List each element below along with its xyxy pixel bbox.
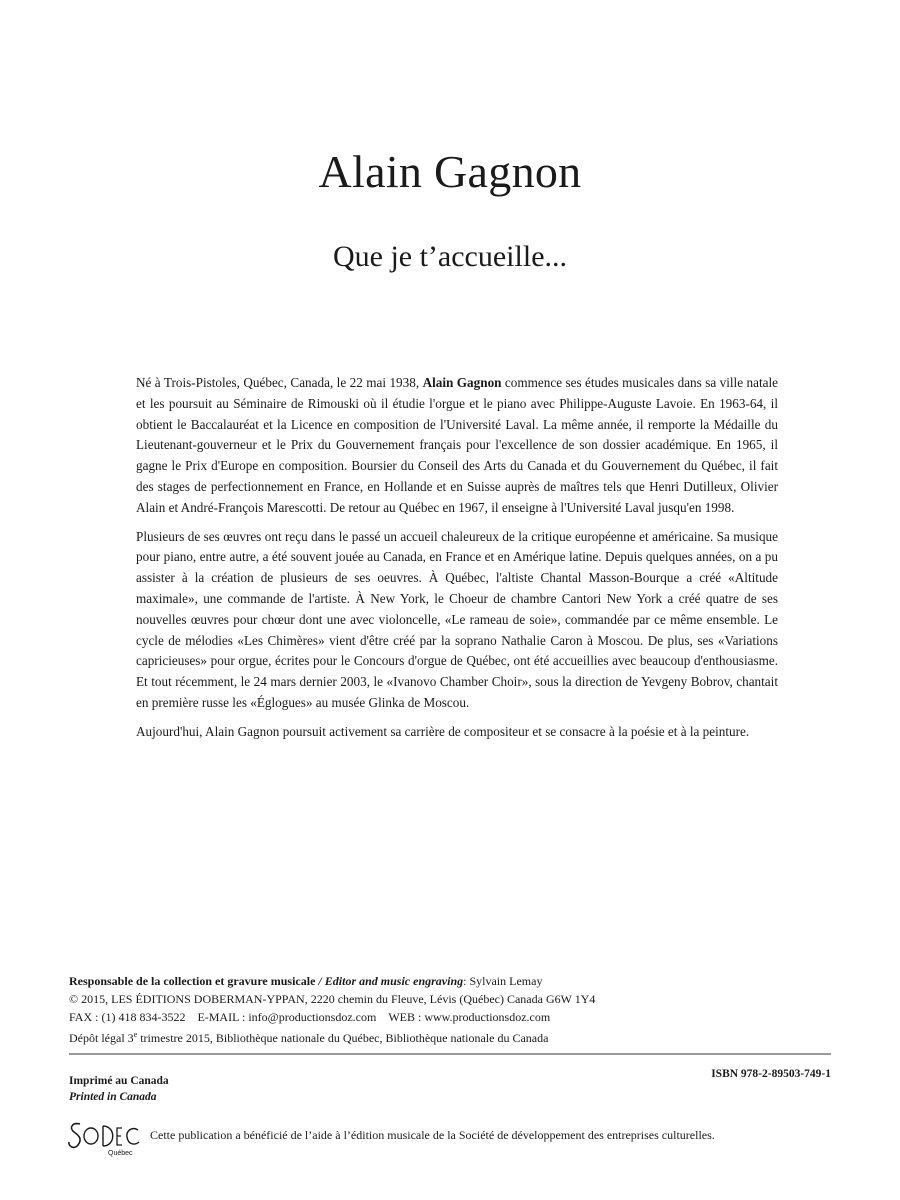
fax-number: FAX : (1) 418 834-3522 xyxy=(69,1010,186,1024)
bio-p1-name: Alain Gagnon xyxy=(422,375,502,390)
contact-line xyxy=(69,1008,831,1026)
sodec-statement: Cette publication a bénéficié de l’aide à l’édition musicale de la Société de développement des entreprises culturelles. xyxy=(150,1128,715,1142)
legal-deposit-line xyxy=(69,1026,831,1047)
work-title: Que je t’accueille... xyxy=(332,240,568,273)
bio-p1-start: Né à Trois-Pistoles, Québec, Canada, le 22 mai 1938, xyxy=(136,375,423,390)
credit-separator: / xyxy=(315,974,325,988)
bio-p1-end: commence ses études musicales dans sa ville natale et les poursuit au Séminaire de Rimouski où il étudie l'orgue et le piano avec Philippe-Auguste Lavoie. En 1963-64, il obtient le Baccalauréat et la Licence en composition de l'Université Laval. La même année, il remporte la Médaille du Lieutenant-gouverneur et le Prix du Gouvernement français pour l'excellence de son dossier académique. En 1965, il gagne le Prix d'Europe en composition. Boursier du Conseil des Arts du Canada et du Gouvernement du Québec, il fait des stages de perfectionnement en France, en Hollande et en Suisse auprès de maîtres tels que Henri Dutilleux, Olivier Alain et André-François Marescotti. De retour au Québec en 1967, il enseigne à l'Université Laval jusqu'en 1998. xyxy=(136,375,778,515)
isbn: ISBN 978-2-89503-749-1 xyxy=(711,1068,831,1080)
email-address: E-MAIL : info@productionsdoz.com xyxy=(197,1010,377,1024)
copyright-line: © 2015, LES ÉDITIONS DOBERMAN-YPPAN, 2220 chemin du Fleuve, Lévis (Québec) Canada G6W 1Y4 xyxy=(69,992,596,1006)
bio-paragraph-2: Plusieurs de ses œuvres ont reçu dans le passé un accueil chaleureux de la critique européenne et américaine. Sa musique pour piano, entre autre, a été souvent jouée au Canada, en France et en Amérique latine. Depuis quelques années, on a pu assister à la création de plusieurs de ses oeuvres. À Québec, l'altiste Chantal Masson-Bourque a créé «Altitude maximale», une commande de l'artiste. À New York, le Choeur de chambre Cantori New York a créé quatre de ses nouvelles œuvres pour chœur dont une avec violoncelle, «Le rameau de soie», commandée par ce même ensemble. Le cycle de mélodies «Les Chimères» vient d'être créé par la soprano Nathalie Caron à Moscou. De plus, ses «Variations capricieuses» pour orgue, écrites pour le Concours d'orgue de Québec, ont été accueillies avec beaucoup d'enthousiasme. Et tout récemment, le 24 mars dernier 2003, le «Ivanovo Chamber Choir», sous la direction de Yevgeny Bobrov, chantait en première russe les «Églogues» au musée Glinka de Moscou. xyxy=(136,528,778,710)
deposit-rest: trimestre 2015, Bibliothèque nationale du Québec, Bibliothèque nationale du Canada xyxy=(137,1031,549,1045)
credits-block xyxy=(69,972,831,1047)
deposit-sup: e xyxy=(133,1030,138,1039)
bio-paragraph-1 xyxy=(136,373,778,519)
sodec-logo-sub: Québec xyxy=(108,1150,133,1157)
composer-name: Alain Gagnon xyxy=(318,146,582,197)
printed-fr: Imprimé au Canada xyxy=(69,1075,169,1087)
deposit-prefix: Dépôt légal 3 xyxy=(69,1031,134,1045)
editor-credit xyxy=(69,972,831,990)
printed-in xyxy=(69,1073,169,1105)
editor-name: : Sylvain Lemay xyxy=(463,974,543,988)
printed-en: Printed in Canada xyxy=(69,1091,157,1103)
editor-label-en: Editor and music engraving xyxy=(324,974,464,988)
biography xyxy=(136,373,778,751)
website: WEB : www.productionsdoz.com xyxy=(388,1010,551,1024)
bio-paragraph-3: Aujourd'hui, Alain Gagnon poursuit activement sa carrière de compositeur et se consacre à la poésie et à la peinture. xyxy=(136,723,750,739)
footer-divider xyxy=(69,1053,831,1055)
editor-label-fr: Responsable de la collection et gravure musicale xyxy=(69,974,316,988)
sodec-logo-icon xyxy=(66,1118,146,1160)
